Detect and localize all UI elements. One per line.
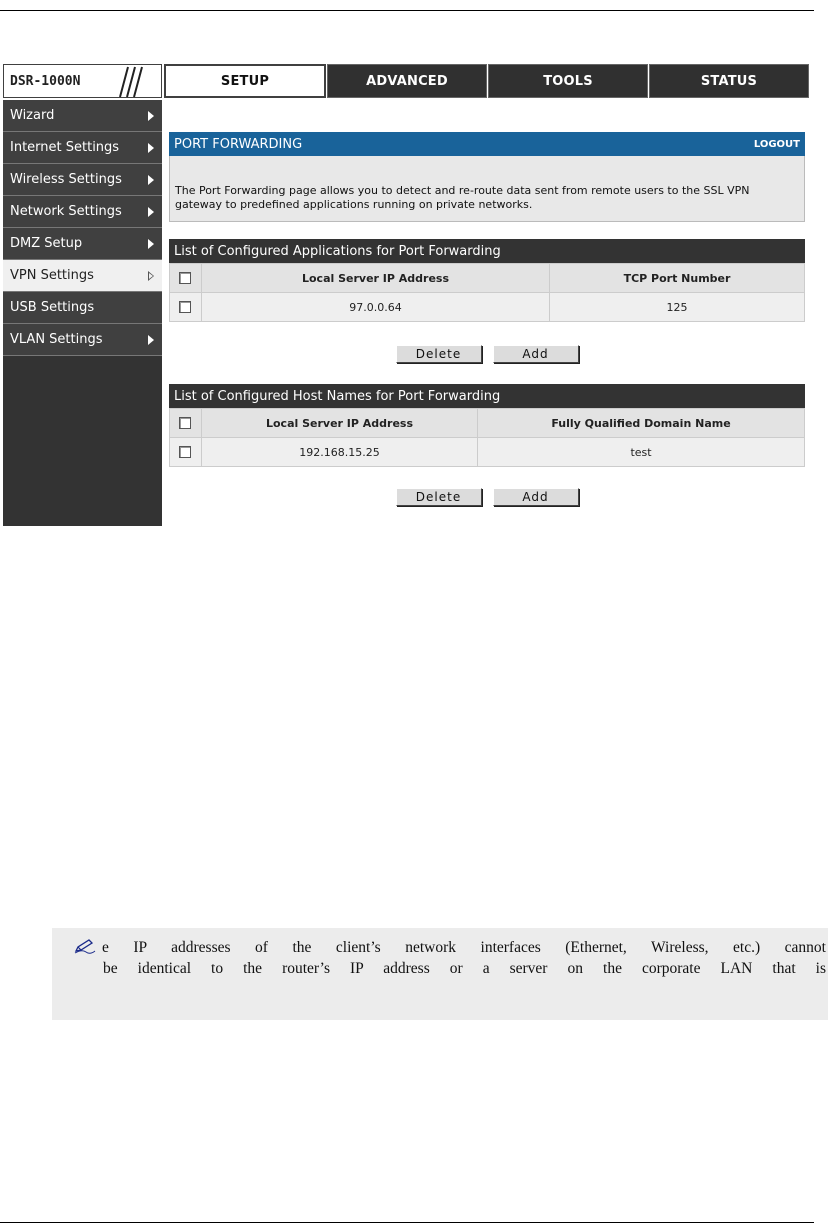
arrow-right-outline-icon (148, 271, 154, 281)
sidebar-item-label: Wizard (10, 108, 55, 123)
sidebar-item-vpn-settings[interactable] (3, 260, 162, 292)
ip-cell: 97.0.0.64 (202, 293, 550, 322)
applications-section-title: List of Configured Applications for Port Forwarding (169, 239, 805, 263)
sidebar-item-usb-settings[interactable] (3, 292, 162, 324)
page-title: PORT FORWARDING (174, 136, 303, 152)
sidebar-item-label: Internet Settings (10, 140, 120, 155)
sidebar-item-internet-settings[interactable] (3, 132, 162, 164)
pencil-note-icon (74, 938, 96, 954)
arrow-right-icon (148, 175, 154, 185)
select-all-checkbox[interactable] (179, 417, 191, 429)
sidebar-item-dmz-setup[interactable] (3, 228, 162, 260)
sidebar-item-wireless-settings[interactable] (3, 164, 162, 196)
note-box (52, 928, 828, 1020)
sidebar-item-label: USB Settings (10, 300, 95, 315)
delete-button[interactable]: Delete (396, 488, 482, 506)
select-all-checkbox[interactable] (179, 272, 191, 284)
table-header-row (170, 409, 805, 438)
sidebar-item-label: VLAN Settings (10, 332, 103, 347)
tab-tools[interactable]: TOOLS (488, 64, 648, 98)
add-button[interactable]: Add (493, 488, 579, 506)
port-cell: 125 (550, 293, 805, 322)
sidebar-item-label: Network Settings (10, 204, 122, 219)
column-header: Fully Qualified Domain Name (478, 409, 805, 438)
sidebar-item-label: DMZ Setup (10, 236, 83, 251)
arrow-right-icon (148, 207, 154, 217)
router-admin-ui (3, 64, 809, 526)
row-select-cell (170, 293, 202, 322)
sidebar-item-vlan-settings[interactable] (3, 324, 162, 356)
column-header: Local Server IP Address (202, 409, 478, 438)
add-button[interactable]: Add (493, 345, 579, 363)
hosts-actions (169, 488, 805, 506)
hosts-table (169, 408, 805, 467)
fqdn-cell: test (478, 438, 805, 467)
logout-link[interactable]: LOGOUT (753, 138, 800, 150)
device-logo (3, 64, 162, 98)
top-tabs (164, 64, 809, 98)
table-row (170, 438, 805, 467)
row-checkbox[interactable] (179, 301, 191, 313)
device-model: DSR-1000N (10, 74, 81, 89)
column-header: TCP Port Number (550, 264, 805, 293)
sidebar-item-label: Wireless Settings (10, 172, 122, 187)
arrow-right-icon (148, 143, 154, 153)
page-description: The Port Forwarding page allows you to detect and re-route data sent from remote users to the SSL VPN gateway to predefined applications running on private networks. (169, 156, 805, 222)
tab-status[interactable]: STATUS (649, 64, 809, 98)
tab-setup[interactable]: SETUP (164, 64, 326, 98)
hosts-section-title: List of Configured Host Names for Port Forwarding (169, 384, 805, 408)
arrow-right-icon (148, 239, 154, 249)
column-header: Local Server IP Address (202, 264, 550, 293)
sidebar-item-label: VPN Settings (10, 268, 94, 283)
sidebar-item-wizard[interactable] (3, 100, 162, 132)
page-top-rule (0, 10, 814, 11)
table-row (170, 293, 805, 322)
table-header-row (170, 264, 805, 293)
note-line-2: be identical to the router’s IP address or a server on the corporate LAN that is (103, 960, 826, 977)
ip-cell: 192.168.15.25 (202, 438, 478, 467)
arrow-right-icon (148, 111, 154, 121)
sidebar-item-network-settings[interactable] (3, 196, 162, 228)
select-all-cell (170, 409, 202, 438)
arrow-right-icon (148, 335, 154, 345)
tab-advanced[interactable]: ADVANCED (327, 64, 487, 98)
page-bottom-rule (0, 1222, 814, 1223)
page-header (169, 132, 805, 156)
select-all-cell (170, 264, 202, 293)
logo-slashes-icon (108, 66, 158, 98)
row-checkbox[interactable] (179, 446, 191, 458)
sidebar (3, 100, 162, 526)
applications-table (169, 263, 805, 322)
delete-button[interactable]: Delete (396, 345, 482, 363)
applications-actions (169, 345, 805, 363)
row-select-cell (170, 438, 202, 467)
note-line-1: e IP addresses of the client’s network interfaces (Ethernet, Wireless, etc.) cannot (102, 939, 826, 956)
